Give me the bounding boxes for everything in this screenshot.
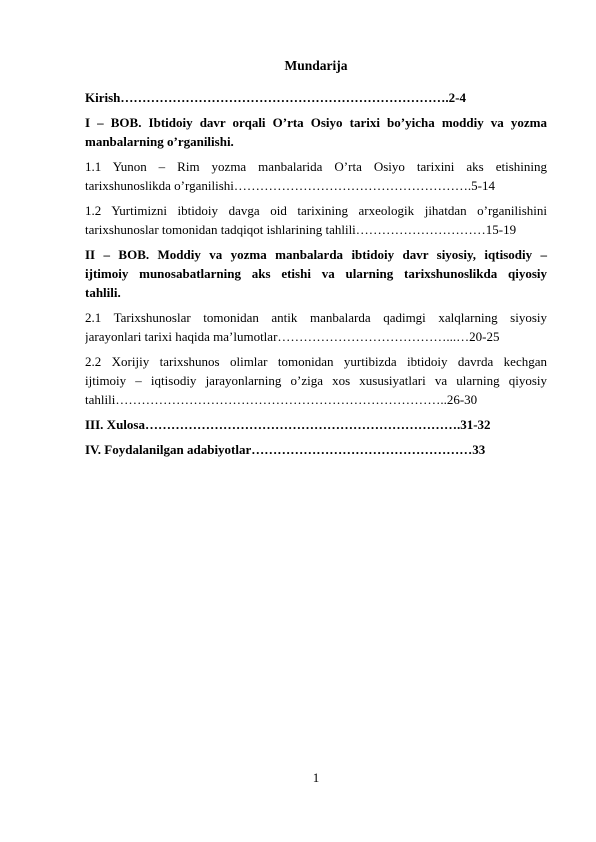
toc-entry-adabiyotlar — [85, 440, 547, 459]
toc-entry-kirish — [85, 88, 547, 107]
toc-entry-section-1-2 — [85, 201, 547, 239]
toc-line: tahlili. — [85, 285, 121, 300]
toc-line: ijtimoiy – iqtisodiy jarayonlarning o’ziga xos xususiyatlari va ularning qiyosiy — [85, 373, 547, 388]
toc-line: 2.1 Tarixshunoslar tomonidan antik manbalarda qadimgi xalqlarning siyosiy — [85, 310, 547, 325]
page-number: 1 — [312, 770, 320, 785]
toc-entry-xulosa — [85, 415, 547, 434]
toc-entry-chapter-1 — [85, 113, 547, 151]
toc-line: jarayonlari tarixi haqida ma’lumotlar…………………………………...…20-25 — [85, 329, 500, 344]
toc-entry-section-2-2 — [85, 352, 547, 409]
toc-line: tahlili…………………………………………………………………..26-30 — [85, 392, 478, 407]
toc-line: 2.2 Xorijiy tarixshunos olimlar tomonidan yurtibizda ibtidoiy davrda kechgan — [85, 354, 547, 369]
toc-entry-section-2-1 — [85, 308, 547, 346]
toc-line: tarixshunoslikda o’rganilishi……………………………………………….5-14 — [85, 178, 495, 193]
toc-entry-section-1-1 — [85, 157, 547, 195]
toc-line: II – BOB. Moddiy va yozma manbalarda ibtidoiy davr siyosiy, iqtisodiy – — [85, 247, 547, 262]
table-of-contents — [85, 88, 547, 465]
toc-line: I – BOB. Ibtidoiy davr orqali O’rta Osiyo tarixi bo’yicha moddiy va yozma — [85, 115, 547, 130]
toc-entry-chapter-2 — [85, 245, 547, 302]
toc-line: tarixshunoslar tomonidan tadqiqot ishlarining tahlili…………………………15-19 — [85, 222, 517, 237]
toc-line: IV. Foydalanilgan adabiyotlar……………………………………………33 — [85, 442, 486, 457]
toc-line: III. Xulosa……………………………………………………………….31-32 — [85, 417, 491, 432]
toc-line: manbalarning o’rganilishi. — [85, 134, 234, 149]
page-title: Mundarija — [284, 58, 348, 73]
toc-line: 1.2 Yurtimizni ibtidoiy davga oid tarixining arxeologik jihatdan o’rganilishini — [85, 203, 547, 218]
toc-line: ijtimoiy munosabatlarning aks etishi va ularning tarixshunoslikda qiyosiy — [85, 266, 547, 281]
toc-line: 1.1 Yunon – Rim yozma manbalarida O’rta Osiyo tarixini aks etishining — [85, 159, 547, 174]
toc-line: Kirish………………………………………………………………….2-4 — [85, 90, 466, 105]
